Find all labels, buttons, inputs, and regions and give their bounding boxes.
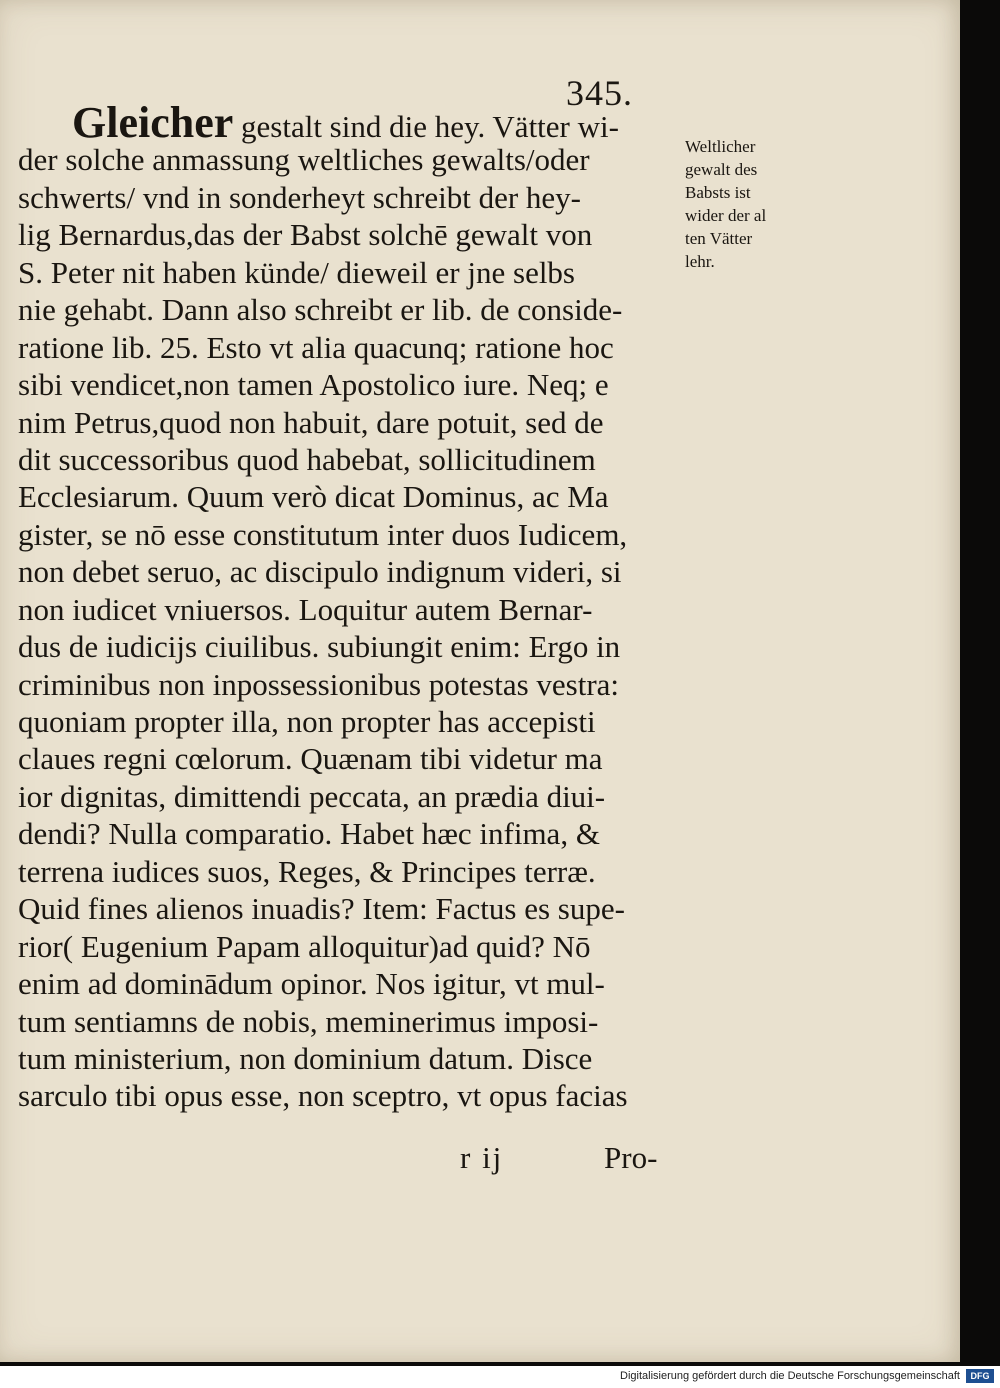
margin-note	[685, 135, 815, 273]
text-line: sibi vendicet,non tamen Apostolico iure. Neq; e	[18, 367, 609, 403]
text-line: nie gehabt. Dann also schreibt er lib. de conside-	[18, 292, 623, 328]
margin-note-line: lehr.	[685, 252, 715, 271]
text-line: S. Peter nit haben künde/ dieweil er jne selbs	[18, 254, 576, 290]
text-line: non debet seruo, ac discipulo indignum videri, si	[18, 554, 622, 590]
text-line: sarculo tibi opus esse, non sceptro, vt opus facias	[18, 1078, 628, 1114]
dfg-logo-icon: DFG	[966, 1369, 994, 1383]
main-text-block	[18, 98, 678, 1115]
margin-note-line: wider der al	[685, 206, 767, 225]
text-line: non iudicet vniuersos. Loquitur autem Bernar-	[18, 591, 593, 627]
page-number: 345.	[566, 73, 633, 113]
text-line: criminibus non inpossessionibus potestas vestra:	[18, 666, 620, 702]
text-line: gister, se nō esse constitutum inter duos Iudicem,	[18, 516, 628, 552]
text-line	[18, 98, 678, 147]
text-line: tum sentiamns de nobis, meminerimus imposi-	[18, 1003, 599, 1039]
text-line: quoniam propter illa, non propter has accepisti	[18, 704, 596, 739]
margin-note-line: gewalt des	[685, 160, 758, 179]
text-line: dus de iudicijs ciuilibus. subiungit enim: Ergo in	[18, 629, 621, 665]
text-line: Ecclesiarum. Quum verò dicat Dominus, ac Ma	[18, 479, 609, 515]
text-line: Quid fines alienos inuadis? Item: Factus es supe-	[18, 891, 625, 927]
text-line: der solche anmassung weltliches gewalts/oder	[18, 142, 590, 178]
text-line: terrena iudices suos, Reges, & Principes terræ.	[18, 853, 596, 889]
text-line: enim ad dominādum opinor. Nos igitur, vt mul-	[18, 966, 605, 1002]
footer-bar	[0, 1366, 1000, 1388]
text-line: ior dignitas, dimittendi peccata, an prædia diui-	[18, 778, 606, 814]
text-line: schwerts/ vnd in sonderheyt schreibt der hey-	[18, 179, 582, 215]
text-line: rior( Eugenium Papam alloquitur)ad quid? Nō	[18, 928, 591, 964]
margin-note-line: Babsts ist	[685, 183, 751, 202]
text-line: dendi? Nulla comparatio. Habet hæc infima, &	[18, 816, 600, 852]
margin-note-line: Weltlicher	[685, 137, 756, 156]
text-line-content: gestalt sind die hey. Vätter wi-	[233, 109, 619, 144]
margin-note-line: ten Vätter	[685, 229, 753, 248]
initial-word: Gleicher	[72, 98, 234, 147]
text-line: ratione lib. 25. Esto vt alia quacunq; ratione hoc	[18, 329, 614, 365]
text-line: claues regni cœlorum. Quænam tibi videtur ma	[18, 741, 603, 777]
text-line: nim Petrus,quod non habuit, dare potuit, sed de	[18, 404, 604, 440]
signature-mark: r ij	[460, 1140, 504, 1175]
text-line: lig Bernardus,das der Babst solchē gewalt von	[18, 217, 593, 253]
text-line: tum ministerium, non dominium datum. Disce	[18, 1040, 593, 1076]
footer-credit: Digitalisierung gefördert durch die Deutsche Forschungsgemeinschaft	[620, 1370, 960, 1382]
text-line: dit successoribus quod habebat, sollicitudinem	[18, 441, 596, 477]
catchword: Pro-	[604, 1140, 658, 1175]
